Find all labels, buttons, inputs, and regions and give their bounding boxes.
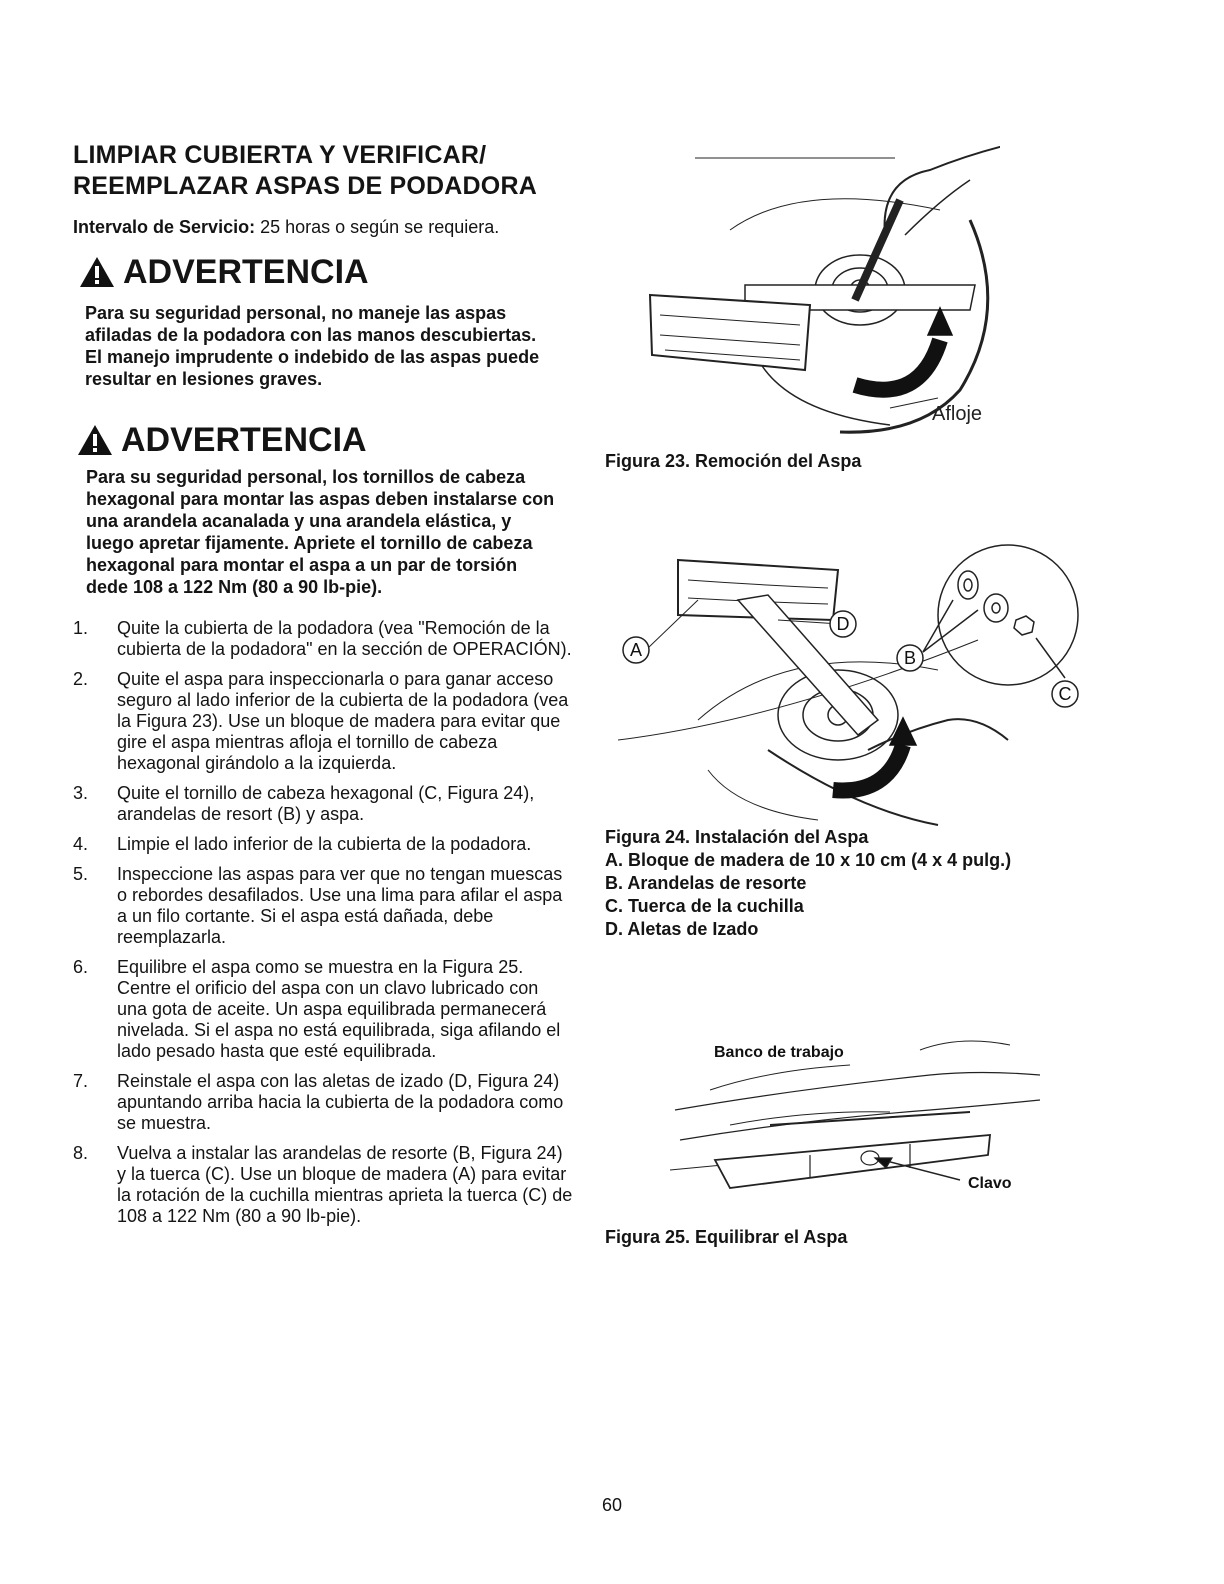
warning-1-title: ADVERTENCIA bbox=[123, 253, 369, 291]
warning-2-heading bbox=[77, 420, 573, 460]
legend-item-b: B. Arandelas de resorte bbox=[605, 873, 807, 893]
legend-item-c: C. Tuerca de la cuchilla bbox=[605, 896, 804, 916]
figure-24-caption: Figura 24. Instalación del Aspa bbox=[605, 827, 869, 847]
afloje-label: Afloje bbox=[932, 403, 983, 425]
service-interval bbox=[73, 216, 573, 238]
figure-25-caption: Figura 25. Equilibrar el Aspa bbox=[605, 1227, 848, 1247]
interval-label: Intervalo de Servicio: bbox=[73, 217, 256, 237]
step-number: 5. bbox=[73, 864, 89, 884]
callout-d: D bbox=[836, 614, 850, 634]
left-column bbox=[73, 140, 573, 1236]
warning-2-title: ADVERTENCIA bbox=[121, 421, 367, 459]
list-item bbox=[73, 957, 573, 1062]
list-item bbox=[73, 1143, 573, 1227]
warning-1-heading bbox=[79, 252, 573, 292]
step-text: Inspeccione las aspas para ver que no tengan muescas o rebordes desafilados. Use una lima para afilar el aspa a un filo cortante. Si el aspa está dañada, debe reemplazarla. bbox=[117, 864, 563, 947]
step-text: Quite el aspa para inspeccionarla o para ganar acceso seguro al lado inferior de la cubierta de la podadora (vea la Figura 23). Use un bloque de madera para evitar que gire el aspa mientras afloja el tornillo de cabeza hexagonal girándolo a la izquierda. bbox=[117, 669, 569, 773]
title-line-1: LIMPIAR CUBIERTA Y VERIFICAR/ bbox=[73, 141, 487, 169]
step-text: Reinstale el aspa con las aletas de izado (D, Figura 24) apuntando arriba hacia la cubierta de la podadora como se muestra. bbox=[117, 1071, 564, 1133]
list-item bbox=[73, 618, 573, 660]
step-number: 2. bbox=[73, 669, 89, 689]
list-item bbox=[73, 669, 573, 774]
step-text: Quite el tornillo de cabeza hexagonal (C, Figura 24), arandelas de resort (B) y aspa. bbox=[117, 783, 535, 824]
legend-item-a: A. Bloque de madera de 10 x 10 cm (4 x 4 pulg.) bbox=[605, 850, 1012, 870]
warning-2-text: Para su seguridad personal, los tornillos de cabeza hexagonal para montar las aspas deben instalarse con una arandela acanalada y una arandela elástica, y luego apretar fijamente. Apriete el tornillo de cabeza hexagonal para montar el aspa a un par de torsión dede 108 a 122 Nm (80 a 90 lb-pie). bbox=[86, 467, 555, 597]
step-number: 1. bbox=[73, 618, 89, 638]
step-text: Limpie el lado inferior de la cubierta de la podadora. bbox=[117, 834, 532, 854]
figure-24-legend bbox=[605, 849, 1011, 941]
step-text: Quite la cubierta de la podadora (vea "Remoción de la cubierta de la podadora" en la sección de OPERACIÓN). bbox=[117, 618, 572, 659]
warning-triangle-icon bbox=[79, 256, 115, 288]
list-item bbox=[73, 834, 573, 855]
banco-label: Banco de trabajo bbox=[714, 1044, 844, 1061]
warning-1-text: Para su seguridad personal, no maneje las aspas afiladas de la podadora con las manos descubiertas. El manejo imprudente o indebido de las aspas puede resultar en lesiones graves. bbox=[85, 303, 540, 389]
section-title bbox=[73, 140, 573, 202]
steps-list bbox=[73, 618, 573, 1227]
figure-23-caption: Figura 23. Remoción del Aspa bbox=[605, 451, 862, 471]
step-number: 3. bbox=[73, 783, 89, 803]
list-item bbox=[73, 1071, 573, 1134]
clavo-label: Clavo bbox=[968, 1175, 1012, 1192]
step-number: 4. bbox=[73, 834, 89, 854]
step-number: 8. bbox=[73, 1143, 89, 1163]
figure-24-blade-installation bbox=[618, 540, 1080, 830]
warning-triangle-icon bbox=[77, 424, 113, 456]
list-item bbox=[73, 864, 573, 948]
list-item bbox=[73, 783, 573, 825]
step-text: Vuelva a instalar las arandelas de resorte (B, Figura 24) y la tuerca (C). Use un bloque de madera (A) para evitar la rotación de la cuchilla mientras aprieta la tuerca (C) de 108 a 122 Nm (80 a 90 lb-pie). bbox=[117, 1143, 573, 1226]
step-number: 7. bbox=[73, 1071, 89, 1091]
legend-item-d: D. Aletas de Izado bbox=[605, 919, 759, 939]
step-text: Equilibre el aspa como se muestra en la Figura 25. Centre el orificio del aspa con un clavo lubricado con una gota de aceite. Un aspa equilibrada permanecerá nivelada. Si el aspa no está equilibrada, siga afilando el lado pesado hasta que esté equilibrada. bbox=[117, 957, 561, 1061]
figure-25-blade-balancing bbox=[670, 1030, 1040, 1210]
interval-value: 25 horas o según se requiera. bbox=[255, 217, 500, 237]
callout-c: C bbox=[1058, 684, 1072, 704]
callout-a: A bbox=[629, 640, 643, 660]
step-number: 6. bbox=[73, 957, 89, 977]
callout-b: B bbox=[903, 648, 917, 668]
figure-23-blade-removal bbox=[640, 140, 1000, 440]
title-line-2: REEMPLAZAR ASPAS DE PODADORA bbox=[73, 172, 537, 200]
page-number: 60 bbox=[601, 1495, 623, 1515]
